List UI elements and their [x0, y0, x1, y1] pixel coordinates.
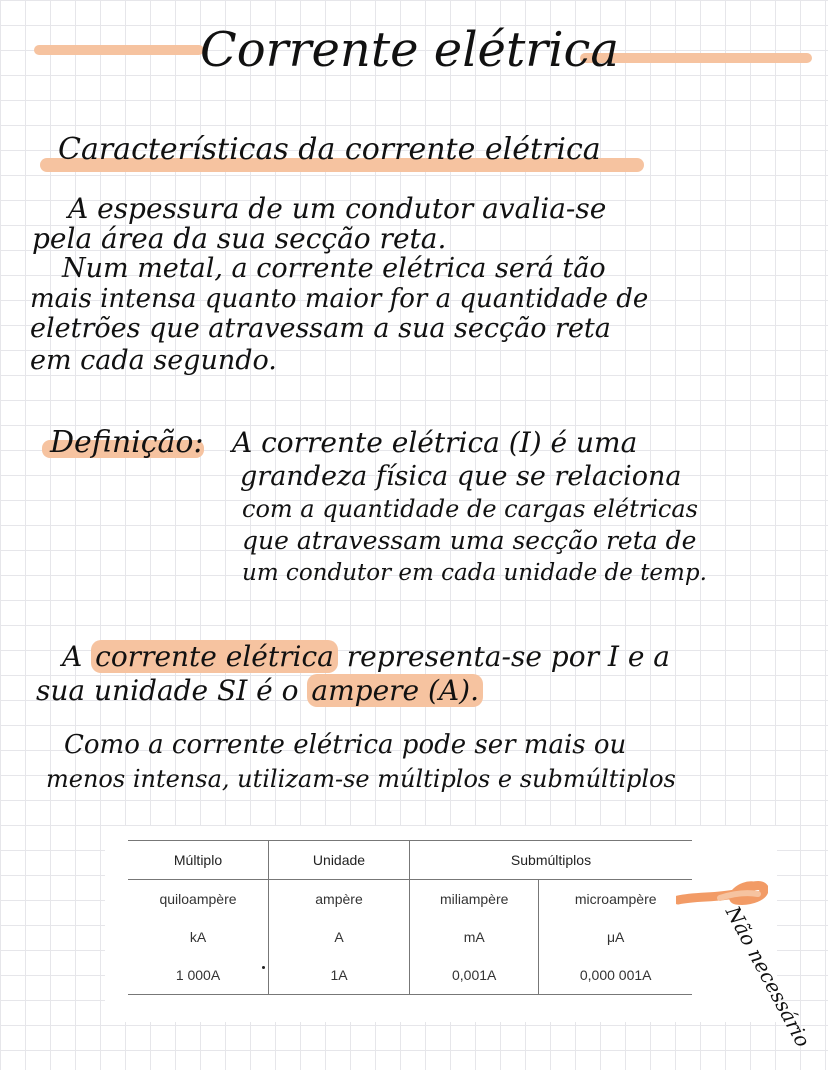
units-table — [128, 840, 692, 995]
table-cell: ampère — [269, 880, 410, 919]
table-cell: 0,000 001A — [539, 956, 692, 995]
highlight-scribble — [676, 874, 768, 908]
table-row — [128, 918, 692, 956]
section-subtitle: Características da corrente elétrica — [58, 132, 601, 167]
paragraph2-text: sua unidade SI é o — [36, 674, 299, 707]
table-cell: A — [269, 918, 410, 956]
definition-line: A corrente elétrica (I) é uma — [232, 426, 638, 459]
table-row — [128, 956, 692, 995]
paragraph-line: pela área da sua secção reta. — [32, 222, 447, 255]
table-cell: 0,001A — [410, 956, 539, 995]
definition-label: Definição: — [50, 425, 204, 460]
table-cell: microampère — [574, 891, 657, 907]
definition-line: um condutor em cada unidade de temp. — [242, 560, 707, 586]
paragraph2-line1 — [62, 642, 670, 672]
table-cell: quiloampère — [128, 880, 269, 919]
table-cell: 1 000A — [128, 956, 269, 995]
paragraph2-line2 — [36, 676, 483, 706]
paragraph-line: Como a corrente elétrica pode ser mais ou — [64, 730, 627, 760]
header-submultiples: Submúltiplos — [410, 841, 693, 880]
paragraph-line: mais intensa quanto maior for a quantidade de — [30, 284, 649, 314]
table-cell: mA — [410, 918, 539, 956]
side-note: Não necessário — [720, 902, 816, 1052]
paragraph-line: A espessura de um condutor avalia-se — [68, 192, 607, 225]
definition-line: que atravessam uma secção reta de — [242, 526, 697, 555]
header-unit: Unidade — [269, 841, 410, 880]
table-row — [128, 880, 692, 919]
page-title: Corrente elétrica — [200, 22, 620, 78]
highlighted-term: corrente elétrica — [91, 640, 338, 673]
stray-dot — [262, 966, 265, 969]
paragraph-line: em cada segundo. — [30, 345, 277, 376]
paragraph-line: menos intensa, utilizam-se múltiplos e submúltiplos — [46, 765, 676, 793]
paragraph2-text: representa-se por I e a — [346, 640, 670, 673]
highlighted-term: ampere (A). — [307, 674, 483, 707]
table-cell: 1A — [269, 956, 410, 995]
table-cell: μA — [606, 929, 625, 945]
header-multiple: Múltiplo — [128, 841, 269, 880]
definition-line: grandeza física que se relaciona — [240, 461, 682, 492]
paragraph2-text: A — [62, 640, 83, 673]
units-table-card — [105, 826, 777, 1022]
definition-line: com a quantidade de cargas elétricas — [242, 495, 698, 523]
title-highlight-left — [34, 45, 204, 55]
table-cell: miliampère — [410, 880, 539, 919]
table-cell: kA — [128, 918, 269, 956]
paragraph-line: eletrões que atravessam a sua secção reta — [30, 313, 611, 344]
paragraph-line: Num metal, a corrente elétrica será tão — [62, 253, 606, 284]
